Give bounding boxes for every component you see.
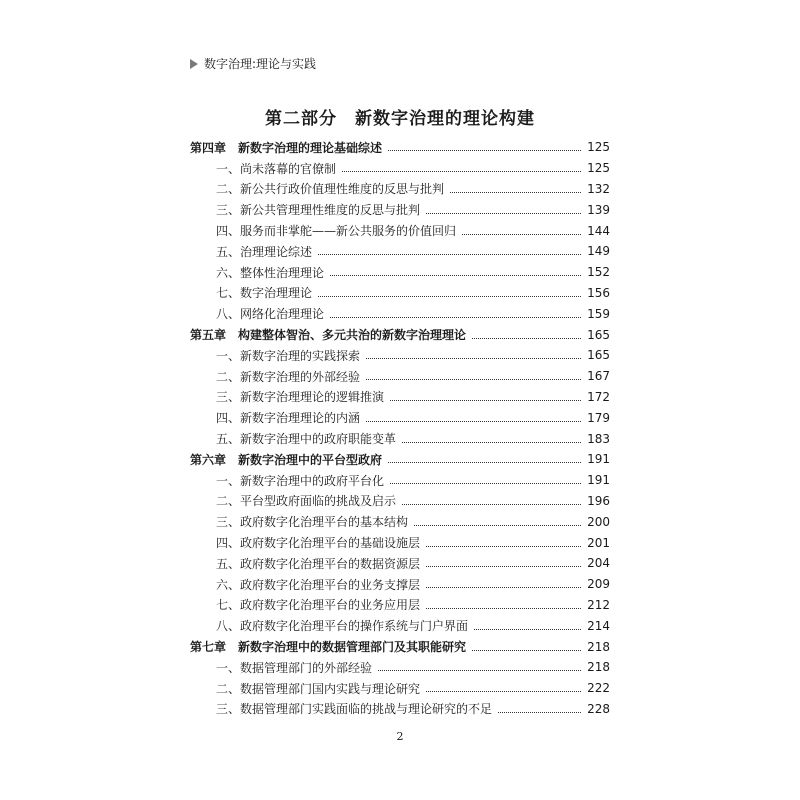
toc-entry-label: 三、新数字治理理论的逻辑推演 <box>216 390 385 405</box>
toc-section-entry <box>190 303 610 324</box>
toc-section-entry <box>190 532 610 553</box>
dot-leader <box>426 212 581 214</box>
toc-section-entry <box>190 387 610 408</box>
toc-section-entry <box>190 678 610 699</box>
toc-entry-page: 125 <box>587 140 610 155</box>
toc-entry-label: 第七章 新数字治理中的数据管理部门及其职能研究 <box>190 640 467 655</box>
part-title: 第二部分 新数字治理的理论构建 <box>265 109 535 129</box>
dot-leader <box>402 441 581 443</box>
toc-section-entry <box>190 574 610 595</box>
toc-section-entry <box>190 511 610 532</box>
toc-entry-label: 一、新数字治理中的政府平台化 <box>216 473 385 488</box>
toc-entry-label: 二、平台型政府面临的挑战及启示 <box>216 494 397 509</box>
running-header <box>190 55 316 72</box>
toc-chapter-entry <box>190 137 610 158</box>
toc-entry-label: 八、政府数字化治理平台的操作系统与门户界面 <box>216 619 469 634</box>
dot-leader <box>426 607 581 609</box>
toc-entry-page: 218 <box>587 660 610 675</box>
toc-section-entry <box>190 179 610 200</box>
toc-entry-label: 六、整体性治理理论 <box>216 265 325 280</box>
toc-section-entry <box>190 199 610 220</box>
toc-section-entry <box>190 615 610 636</box>
toc-entry-page: 152 <box>587 265 610 280</box>
toc-section-entry <box>190 158 610 179</box>
toc-entry-label: 七、数字治理理论 <box>216 286 313 301</box>
triangle-marker-icon <box>190 59 198 69</box>
dot-leader <box>402 503 581 505</box>
dot-leader <box>318 253 581 255</box>
dot-leader <box>498 711 581 713</box>
toc-section-entry <box>190 262 610 283</box>
toc-entry-page: 125 <box>587 161 610 176</box>
toc-section-entry <box>190 283 610 304</box>
toc-entry-page: 228 <box>587 701 610 716</box>
toc-entry-page: 209 <box>587 577 610 592</box>
dot-leader <box>388 149 581 151</box>
toc-entry-page: 200 <box>587 514 610 529</box>
toc-entry-label: 第五章 构建整体智治、多元共治的新数字治理理论 <box>190 328 467 343</box>
table-of-contents <box>190 137 610 719</box>
toc-entry-label: 四、服务而非掌舵——新公共服务的价值回归 <box>216 224 457 239</box>
toc-entry-label: 二、新数字治理的外部经验 <box>216 369 361 384</box>
toc-entry-page: 191 <box>587 473 610 488</box>
toc-entry-label: 一、数据管理部门的外部经验 <box>216 660 373 675</box>
toc-entry-label: 五、治理理论综述 <box>216 244 313 259</box>
toc-entry-label: 五、新数字治理中的政府职能变革 <box>216 432 397 447</box>
toc-section-entry <box>190 470 610 491</box>
dot-leader <box>330 274 581 276</box>
toc-entry-label: 二、数据管理部门国内实践与理论研究 <box>216 681 421 696</box>
toc-section-entry <box>190 407 610 428</box>
toc-section-entry <box>190 366 610 387</box>
toc-entry-page: 222 <box>587 681 610 696</box>
toc-chapter-entry <box>190 324 610 345</box>
toc-section-entry <box>190 595 610 616</box>
toc-section-entry <box>190 428 610 449</box>
toc-section-entry <box>190 657 610 678</box>
toc-entry-label: 六、政府数字化治理平台的业务支撑层 <box>216 577 421 592</box>
toc-section-entry <box>190 241 610 262</box>
toc-section-entry <box>190 699 610 720</box>
dot-leader <box>366 420 581 422</box>
toc-entry-page: 172 <box>587 389 610 404</box>
dot-leader <box>474 628 581 630</box>
running-header-text: 数字治理:理论与实践 <box>204 57 317 71</box>
dot-leader <box>462 233 581 235</box>
toc-entry-label: 七、政府数字化治理平台的业务应用层 <box>216 598 421 613</box>
toc-entry-page: 214 <box>587 618 610 633</box>
dot-leader <box>426 565 581 567</box>
toc-entry-label: 三、新公共管理理性维度的反思与批判 <box>216 203 421 218</box>
toc-chapter-entry <box>190 636 610 657</box>
toc-entry-page: 218 <box>587 639 610 654</box>
toc-entry-page: 204 <box>587 556 610 571</box>
dot-leader <box>426 586 581 588</box>
toc-entry-label: 二、新公共行政价值理性维度的反思与批判 <box>216 182 445 197</box>
toc-entry-page: 156 <box>587 285 610 300</box>
toc-entry-label: 四、政府数字化治理平台的基础设施层 <box>216 536 421 551</box>
toc-section-entry <box>190 553 610 574</box>
dot-leader <box>342 170 581 172</box>
dot-leader <box>426 690 581 692</box>
toc-entry-page: 196 <box>587 493 610 508</box>
dot-leader <box>390 482 581 484</box>
dot-leader <box>390 399 581 401</box>
dot-leader <box>318 295 581 297</box>
toc-section-entry <box>190 345 610 366</box>
toc-entry-label: 五、政府数字化治理平台的数据资源层 <box>216 556 421 571</box>
dot-leader <box>366 357 581 359</box>
toc-entry-page: 144 <box>587 223 610 238</box>
toc-entry-label: 一、尚未落幕的官僚制 <box>216 161 337 176</box>
dot-leader <box>330 316 581 318</box>
dot-leader <box>472 649 581 651</box>
toc-entry-page: 139 <box>587 202 610 217</box>
toc-entry-label: 第六章 新数字治理中的平台型政府 <box>190 452 383 467</box>
dot-leader <box>426 545 581 547</box>
toc-entry-page: 191 <box>587 452 610 467</box>
toc-section-entry <box>190 491 610 512</box>
toc-entry-page: 201 <box>587 535 610 550</box>
toc-entry-label: 八、网络化治理理论 <box>216 307 325 322</box>
dot-leader <box>378 669 581 671</box>
toc-entry-page: 212 <box>587 597 610 612</box>
dot-leader <box>472 337 581 339</box>
toc-entry-page: 165 <box>587 348 610 363</box>
toc-chapter-entry <box>190 449 610 470</box>
toc-entry-label: 三、数据管理部门实践面临的挑战与理论研究的不足 <box>216 702 493 717</box>
toc-entry-label: 三、政府数字化治理平台的基本结构 <box>216 515 409 530</box>
toc-entry-label: 一、新数字治理的实践探索 <box>216 348 361 363</box>
toc-entry-page: 149 <box>587 244 610 259</box>
toc-entry-page: 179 <box>587 410 610 425</box>
dot-leader <box>388 461 581 463</box>
toc-entry-page: 183 <box>587 431 610 446</box>
toc-entry-label: 第四章 新数字治理的理论基础综述 <box>190 140 383 155</box>
toc-section-entry <box>190 220 610 241</box>
dot-leader <box>366 378 581 380</box>
dot-leader <box>414 524 581 526</box>
toc-entry-page: 159 <box>587 306 610 321</box>
toc-entry-page: 132 <box>587 181 610 196</box>
page-number: 2 <box>396 730 404 743</box>
toc-entry-page: 165 <box>587 327 610 342</box>
toc-entry-label: 四、新数字治理理论的内涵 <box>216 411 361 426</box>
toc-entry-page: 167 <box>587 369 610 384</box>
dot-leader <box>450 191 581 193</box>
